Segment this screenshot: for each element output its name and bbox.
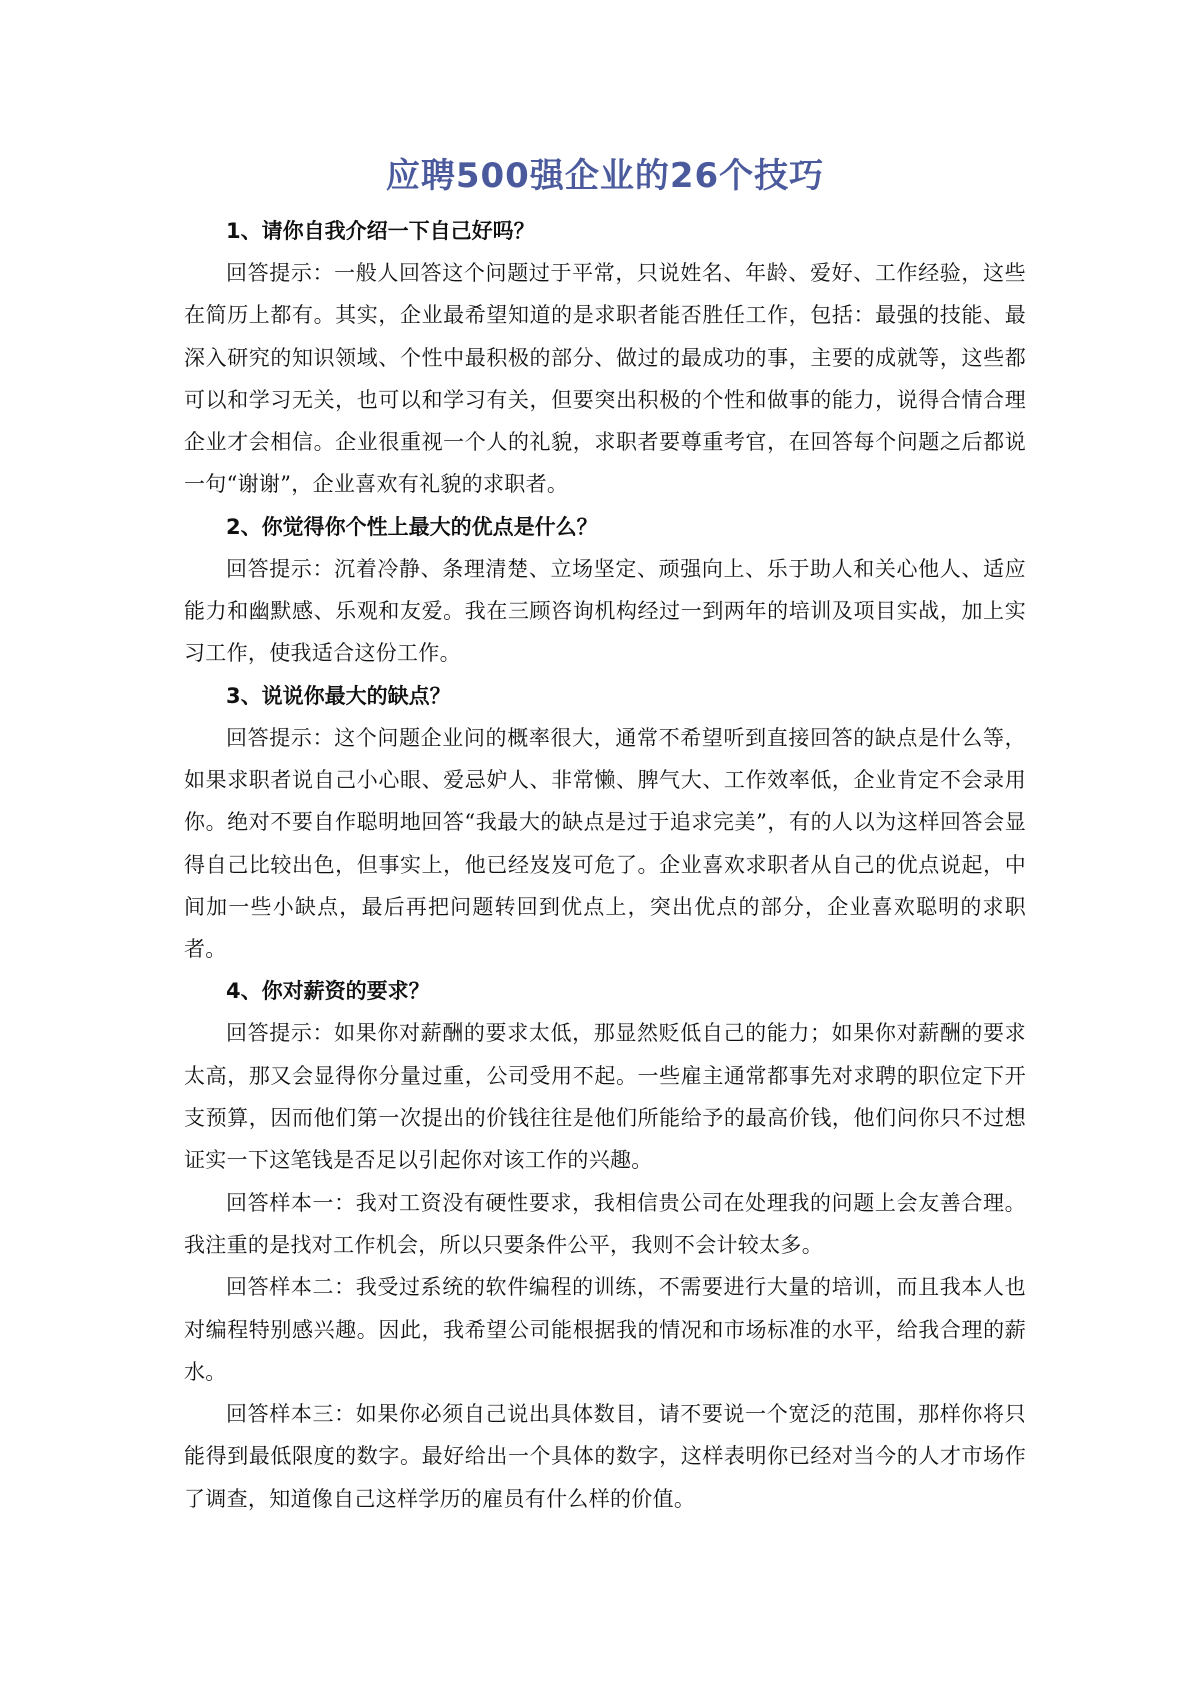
question-heading: 2、你觉得你个性上最大的优点是什么？ bbox=[226, 514, 598, 539]
section-4 bbox=[184, 970, 1026, 1520]
answer-paragraph: 回答提示：沉着冷静、条理清楚、立场坚定、顽强向上、乐于助人和关心他人、适应能力和幽默感、乐观和友爱。我在三顾咨询机构经过一到两年的培训及项目实战，加上实习工作，使我适合这份工作。 bbox=[184, 556, 1026, 666]
document-page bbox=[184, 150, 1026, 1520]
question-heading: 3、说说你最大的缺点？ bbox=[226, 683, 451, 708]
section-1 bbox=[184, 210, 1026, 506]
answer-sample-1: 回答样本一：我对工资没有硬性要求，我相信贵公司在处理我的问题上会友善合理。我注重的是找对工作机会，所以只要条件公平，我则不会计较太多。 bbox=[184, 1190, 1026, 1257]
question-heading: 1、请你自我介绍一下自己好吗？ bbox=[226, 219, 535, 243]
document-title: 应聘500强企业的26个技巧 bbox=[385, 156, 825, 196]
section-2 bbox=[184, 506, 1026, 675]
answer-paragraph: 回答提示：如果你对薪酬的要求太低，那显然贬低自己的能力；如果你对薪酬的要求太高，那又会显得你分量过重，公司受用不起。一些雇主通常都事先对求聘的职位定下开支预算，因而他们第一次提出的价钱往往是他们所能给予的最高价钱，他们问你只不过想证实一下这笔钱是否足以引起你对该工作的兴趣。 bbox=[184, 1021, 1026, 1173]
answer-paragraph: 回答提示：这个问题企业问的概率很大，通常不希望听到直接回答的缺点是什么等，如果求职者说自己小心眼、爱忌妒人、非常懒、脾气大、工作效率低，企业肯定不会录用你。绝对不要自作聪明地回答“我最大的缺点是过于追求完美”，有的人以为这样回答会显得自己比较出色，但事实上，他已经岌岌可危了。企业喜欢求职者从自己的优点说起，中间加一些小缺点，最后再把问题转回到优点上，突出优点的部分，企业喜欢聪明的求职者。 bbox=[184, 725, 1026, 962]
question-heading: 4、你对薪资的要求？ bbox=[226, 979, 430, 1004]
answer-sample-3: 回答样本三：如果你必须自己说出具体数目，请不要说一个宽泛的范围，那样你将只能得到最低限度的数字。最好给出一个具体的数字，这样表明你已经对当今的人才市场作了调查，知道像自己这样学历的雇员有什么样的价值。 bbox=[184, 1402, 1026, 1511]
answer-sample-2: 回答样本二：我受过系统的软件编程的训练，不需要进行大量的培训，而且我本人也对编程特别感兴趣。因此，我希望公司能根据我的情况和市场标准的水平，给我合理的薪水。 bbox=[184, 1275, 1026, 1384]
answer-paragraph: 回答提示：一般人回答这个问题过于平常，只说姓名、年龄、爱好、工作经验，这些在简历上都有。其实，企业最希望知道的是求职者能否胜任工作，包括：最强的技能、最深入研究的知识领域、个性中最积极的部分、做过的最成功的事，主要的成就等，这些都可以和学习无关，也可以和学习有关，但要突出积极的个性和做事的能力，说得合情合理企业才会相信。企业很重视一个人的礼貌，求职者要尊重考官，在回答每个问题之后都说一句“谢谢”，企业喜欢有礼貌的求职者。 bbox=[184, 261, 1026, 497]
section-3 bbox=[184, 675, 1026, 971]
